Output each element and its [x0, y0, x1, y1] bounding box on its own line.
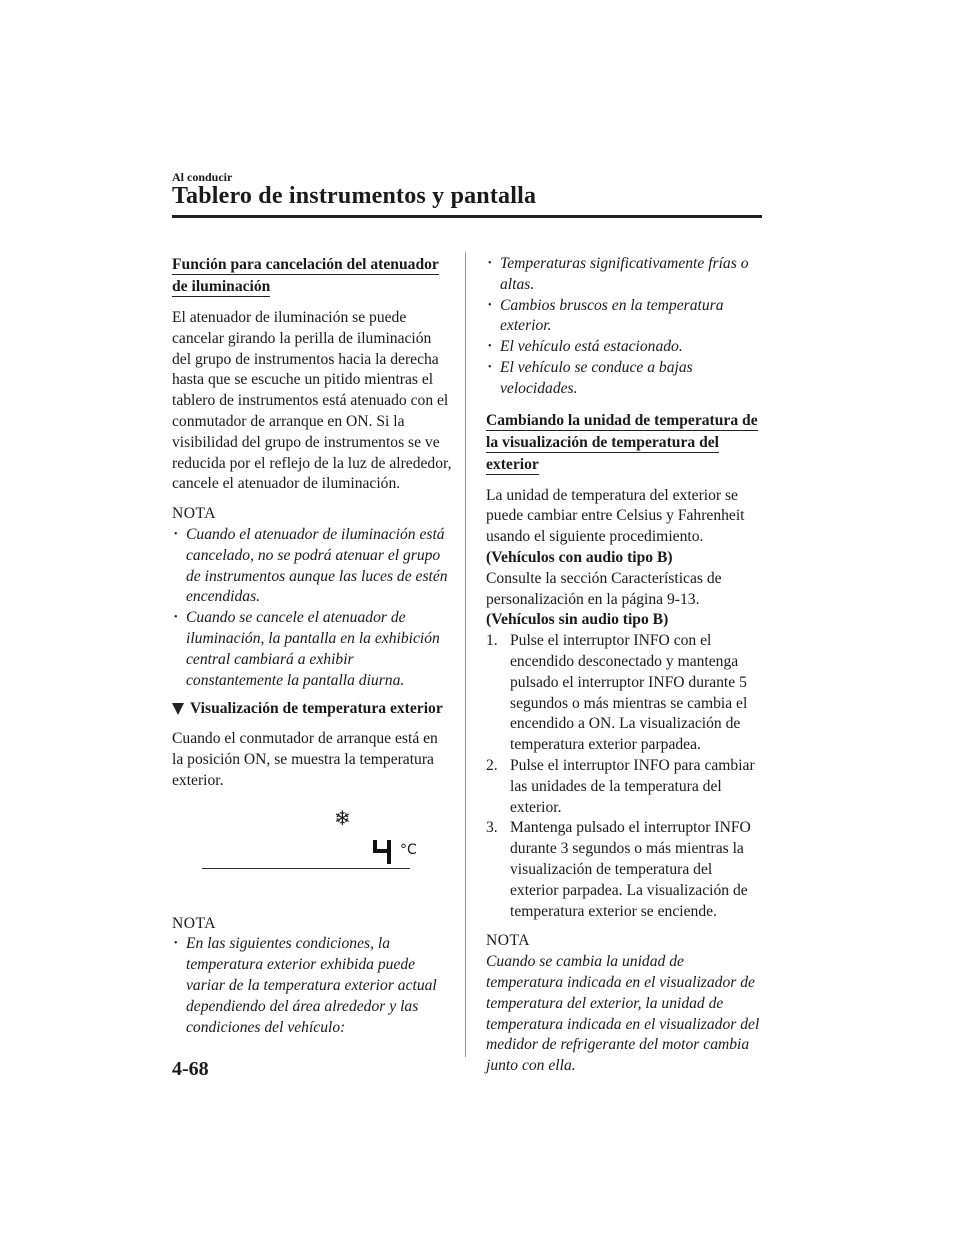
paragraph-outside-temperature: Cuando el conmutador de arranque está en la posición ON, se muestra la temperatura exterior.	[172, 730, 438, 789]
note-label: NOTA	[172, 914, 217, 932]
procedure-step	[486, 631, 764, 756]
note-item: • En las siguientes condiciones, la temperatura exterior exhibida puede variar de la temperatura exterior actual dependiendo del área alrededor y las condiciones del vehículo:	[172, 934, 452, 1038]
step-number: 2.	[486, 756, 498, 774]
page-number: 4-68	[172, 1058, 209, 1080]
triangle-marker-icon	[172, 703, 184, 715]
step-number: 1.	[486, 632, 498, 650]
note-label: NOTA	[172, 505, 217, 523]
paragraph-dimmer-cancel: El atenuador de iluminación se puede cancelar girando la perilla de iluminación del grupo de instrumentos hacia la derecha hasta que se escuche un pitido mientras el tablero de instrumentos está atenuado con el conmutador de arranque en ON. Si la visibilidad del grupo de instrumentos se ve reducida por el reflejo de la luz de alrededor, cancele el atenuador de iluminación.	[172, 309, 452, 493]
column-divider	[465, 252, 466, 1057]
section-label: Al conducir	[172, 170, 233, 184]
step-text: Mantenga pulsado el interruptor INFO durante 3 segundos o más mientras la visualización de temperatura del exterior parpadea. La visualización de temperatura exterior se enciende.	[510, 819, 751, 920]
section-heading-text: Visualización de temperatura exterior	[190, 700, 443, 718]
note-item: • Cuando el atenuador de iluminación está cancelado, no se podrá atenuar el grupo de instrumentos aunque las luces de estén encendidas.	[172, 525, 452, 608]
condition-list	[486, 254, 764, 400]
figure-baseline-rule	[202, 868, 410, 869]
step-number: 3.	[486, 819, 498, 837]
note-label: NOTA	[486, 932, 531, 950]
procedure-step	[486, 818, 764, 922]
condition-item: • Temperaturas significativamente frías o altas.	[486, 254, 764, 296]
note-list	[172, 934, 452, 1038]
temperature-digit	[372, 838, 398, 866]
condition-item: • El vehículo está estacionado.	[486, 337, 764, 358]
heading-change-unit-wrap	[486, 410, 764, 476]
procedure-steps	[486, 631, 764, 922]
right-column	[486, 254, 764, 1077]
heading-dimmer-cancel-wrap	[172, 254, 452, 298]
label-without-audio-b: (Vehículos sin audio tipo B)	[486, 611, 669, 629]
snowflake-icon: ❄	[334, 805, 351, 830]
note-text: Cuando se cambia la unidad de temperatura indicada en el visualizador de temperatura del exterior, la unidad de temperatura indicada en el visualizador del medidor de refrigerante del motor cambia junto con ella.	[486, 953, 760, 1075]
title-rule	[172, 215, 762, 218]
temperature-display-figure	[172, 805, 452, 900]
paragraph-change-unit: La unidad de temperatura del exterior se puede cambiar entre Celsius y Fahrenheit usando el siguiente procedimiento.	[486, 486, 745, 546]
heading-dimmer-cancel: Función para cancelación del atenuador de iluminación	[172, 256, 439, 295]
step-text: Pulse el interruptor INFO para cambiar las unidades de la temperatura del exterior.	[510, 756, 755, 816]
celsius-unit: °C	[400, 841, 417, 858]
condition-item: • El vehículo se conduce a bajas velocidades.	[486, 358, 764, 400]
page-title: Tablero de instrumentos y pantalla	[172, 183, 537, 209]
left-column	[172, 254, 452, 1046]
step-text: Pulse el interruptor INFO con el encendido desconectado y mantenga pulsado el interruptor INFO durante 5 segundos o más mientras se cambia el encendido a ON. La visualización de temperatura exterior parpadea.	[510, 632, 748, 754]
condition-item: • Cambios bruscos en la temperatura exterior.	[486, 296, 764, 338]
paragraph-with-audio-b: Consulte la sección Características de personalización en la página 9-13.	[486, 569, 722, 608]
section-heading-outside-temperature	[172, 699, 452, 720]
procedure-step	[486, 756, 764, 818]
heading-change-unit: Cambiando la unidad de temperatura de la visualización de temperatura del exterior	[486, 411, 758, 473]
label-with-audio-b: (Vehículos con audio tipo B)	[486, 548, 673, 566]
note-list	[172, 525, 452, 691]
note-item: • Cuando se cancele el atenuador de iluminación, la pantalla en la exhibición central cambiará a exhibir constantemente la pantalla diurna.	[172, 608, 452, 691]
